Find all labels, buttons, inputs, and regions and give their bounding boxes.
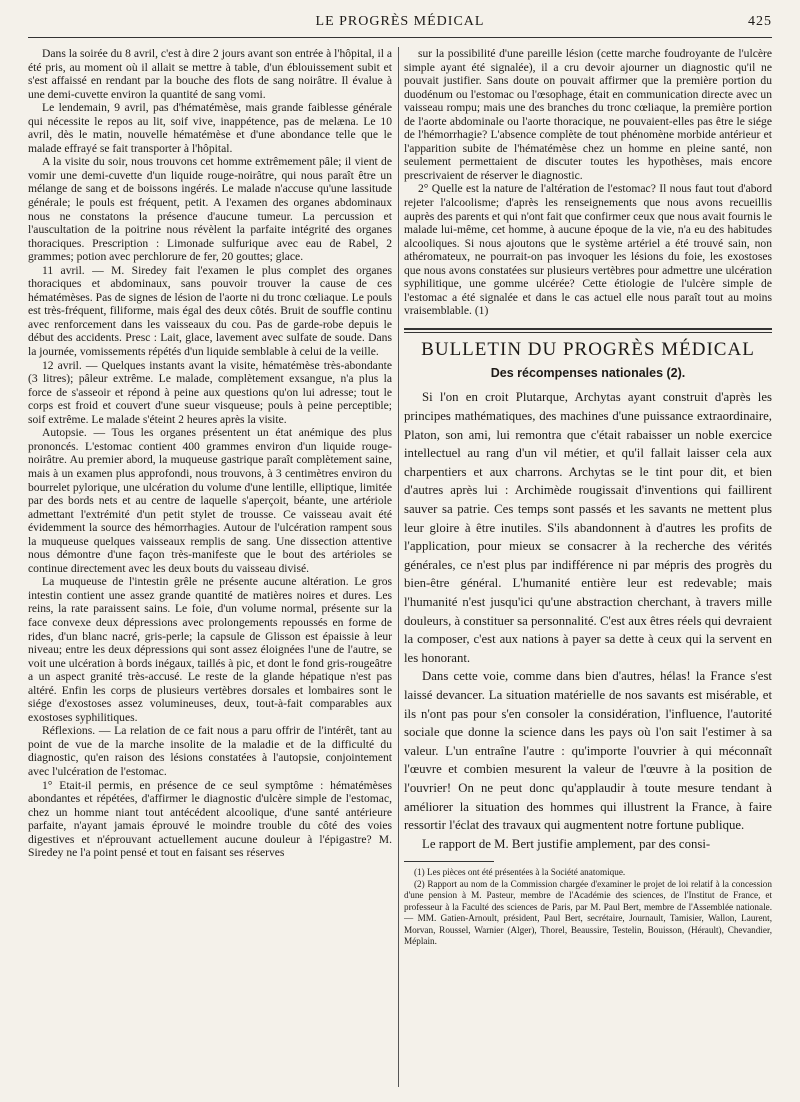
column-divider <box>398 47 399 1087</box>
header-rule <box>28 37 772 38</box>
paragraph: 2° Quelle est la nature de l'altération de l'estomac? Il nous faut tout d'abord rejeter l'alcoolisme; d'après les renseignements que nous avons recueillis auprès des parents et qui n'ont fait que confirmer ceux que nous avait fournis le malade lui-même, cet homme, à aucune époque de la vie, n'a eu des habitudes alcooliques. Si nous ajoutons que le système artériel a été trouvé sain, non athéromateux, ne pourrait-on pas invoquer les lésions du foie, les exostoses que nous avons constatées sur plusieurs vertèbres pour admettre une ulcération syphilitique, une gomme ulcérée? Cette étiologie de l'ulcère simple de l'estomac a été signalée et dans le cas actuel elle nous paraît tout au moins vraisemblable. (1) <box>404 182 772 318</box>
journal-title: LE PROGRÈS MÉDICAL <box>315 14 485 29</box>
paragraph: Si l'on en croit Plutarque, Archytas ayant construit d'après les principes mathématiques, des machines d'une puissance extraordinaire, Platon, son ami, lui remontra que c'était rabaisser un noble exercice intellectuel au rang d'un vil métier, et qu'il fallait laisser cela aux charpentiers et aux charrons. Archytas se le tint pour dit, et bien d'autres après lui : Archimède rougissait d'inventions qui faillirent sauver sa patrie. Ces temps sont passés et les savants ne mettent plus leur gloire à être inutiles. S'ils abandonnent à d'autres les profits de l'application, pour mieux se consacrer à la recherche des vérités générales, ce n'est plus par indifférence ni par mépris des progrès du bien-être général. L'humanité entière leur est redevable; mais l'humanité n'est jusqu'ici qu'une abstraction cherchant, à travers mille douleurs, à constituer sa personnalité. C'est aux êtres réels qui devraient la composer, c'est aux nations à payer sa dette à ceux qui la servent en les honorant. <box>404 390 772 665</box>
footnote: (2) Rapport au nom de la Commission chargée d'examiner le projet de loi relatif à la concession d'une pension à M. Pasteur, membre de l'Académie des sciences, de l'Institut de France, et professeur à la Faculté des sciences de Paris, par M. Paul Bert, membre de l'Assemblée nationale. — MM. Gatien-Arnoult, président, Paul Bert, secrétaire, Journault, Tamisier, Wallon, Laurent, Morvan, Roussel, Warnier (Alger), Thorel, Beaussire, Testelin, Bouisson, (Hérault), Chevandier, Méplain. <box>404 878 772 947</box>
bulletin-rule-thick <box>404 328 772 330</box>
paragraph: A la visite du soir, nous trouvons cet homme extrêmement pâle; il vient de vomir une demi-cuvette d'un liquide rouge-noirâtre, qui nous paraît être un mélange de sang et de boissons ingérés. Le malade n'accuse qu'une lassitude générale; le pouls est fréquent, petit. A l'examen des organes abdominaux nous ne constatons la présence d'aucune tumeur. La percussion et l'auscultation de la poitrine nous révèlent la parfaite intégrité des organes thoraciques. Prescription : Limonade sulfurique avec eau de Rabel, 2 grammes; potion avec perchlorure de fer, 20 gouttes; glace. <box>28 155 392 264</box>
bulletin-body <box>404 388 772 853</box>
footnotes <box>404 867 772 948</box>
paragraph: 1° Etait-il permis, en présence de ce seul symptôme : hématémèses abondantes et répétées, d'affirmer le diagnostic d'ulcère simple de l'estomac, chez un homme niant tout antécédent alcoolique, d'une santé antérieure parfaite, n'ayant jamais éprouvé le moindre trouble du côté des voies digestives et n'éprouvant actuellement aucune douleur à l'épigastre? M. Siredey ne l'a point pensé et tout en faisant ses réserves <box>28 778 392 860</box>
paragraph: La muqueuse de l'intestin grêle ne présente aucune altération. Le gros intestin contient une assez grande quantité de matières noires et dures. Les reins, la rate paraissent sains. Le foie, d'un volume normal, présente sur la face convexe deux dépressions avec prolongements repoussés en forme de rides, d'un blanc nacré, gris-perle; la capsule de Glisson est épaissie à leur niveau; entre les deux dépressions qui sont assez éloignées l'une de l'autre, se voit une ulcération à bords inégaux, taillés à pic, et dont le fond gris-rougeâtre a un aspect granité très-accusé. Le reste de la glande hépatique n'est pas altéré. Enfin les corps de plusieurs vertèbres dorsales et lombaires sont le siége d'exostoses assez volumineuses, deux, tout-à-fait comparables aux exostoses syphilitiques. <box>28 575 392 724</box>
paragraph: Dans cette voie, comme dans bien d'autres, hélas! la France s'est laissé devancer. La situation matérielle de nos savants est misérable, et ils n'ont pas pour s'en consoler la considération, l'influence, l'autorité sociale que donne la science dans les pays où l'on sait l'estimer à sa valeur. L'un entraîne l'autre : qu'importe l'ouvrier à qui méconnaît l'œuvre et combien mesurent la valeur de l'œuvre à la position de l'ouvrier! On ne peut donc qu'applaudir à toute mesure tendant à améliorer la situation des hommes qui illustrent la France, à faire ressortir l'éclat des travaux qui augmentent notre fortune publique. <box>404 669 772 833</box>
paragraph: Dans la soirée du 8 avril, c'est à dire 2 jours avant son entrée à l'hôpital, il a été pris, au moment où il allait se mettre à table, d'un éblouissement subit et s'est affaissé en rendant par la bouche des flots de sang noirâtre. Il évalue à une demi-cuvette environ la quantité de sang vomi. <box>28 47 392 101</box>
paragraph: 11 avril. — M. Siredey fait l'examen le plus complet des organes thoraciques et abdominaux, sans pouvoir trouver la cause de ces hématémèses. Pas de signes de lésion de l'aorte ni du tronc cœliaque. Le pouls est très-fréquent, filiforme, mais égal des deux côtés. Bruit de souffle continu avec renforcement dans les vaisseaux du cou. Pas de garde-robe depuis le début des accidents. Presc : Lait, glace, lavement avec sulfate de soude. Dans la journée, vomissements répétés d'un liquide semblable à celui de la veille. <box>28 263 392 359</box>
right-column <box>404 47 772 1087</box>
bulletin-rule-thin <box>404 332 772 333</box>
paragraph: Réflexions. — La relation de ce fait nous a paru offrir de l'intérêt, tant au point de vue de la marche insolite de la maladie et de la difficulté du diagnostic, qu'en raison des lésions constatées à l'autopsie, conjointement avec l'ulcération de l'estomac. <box>28 724 392 778</box>
paragraph: sur la possibilité d'une pareille lésion (cette marche foudroyante de l'ulcère simple ayant été signalée), il a cru devoir ajourner un diagnostic qu'il ne pouvait justifier. Sans doute on pouvait affirmer que la première portion du duodénum ou l'estomac ou l'œsophage, était en communication directe avec un vaisseau rompu; mais une des branches du tronc cœliaque, la première portion de l'aorte abdominale ou l'aorte thoracique, ne pouvaient-elles pas être le siége de l'hémorrhagie? L'absence complète de tout phénomène morbide antérieur et l'apparition subite de l'hématémèse chez un homme en pleine santé, non seulement permettaient de discuter toutes les hypothèses, mais encore prescrivaient de réserver le diagnostic. <box>404 47 772 182</box>
page-number: 425 <box>748 14 772 29</box>
footnote-rule <box>404 861 494 862</box>
bulletin-subtitle: Des récompenses nationales (2). <box>490 365 686 380</box>
paragraph: Le rapport de M. Bert justifie amplement, par des consi- <box>422 836 711 851</box>
bulletin-title: BULLETIN DU PROGRÈS MÉDICAL <box>421 338 755 360</box>
paragraph: Autopsie. — Tous les organes présentent un état anémique des plus prononcés. L'estomac contient 400 grammes environ d'un liquide rouge-noirâtre. Au premier abord, la muqueuse gastrique paraît complètement saine, mais à un examen plus approfondi, nous trouvons, à 3 centimètres environ du bourrelet pylorique, une ulcération du volume d'une lentille, elliptique, limitée par des bords nets et au centre de laquelle s'aperçoit, béante, une artériole admettant l'extrémité d'un petit stylet de trousse. Ce vaisseau avait été évidemment la source des hémorrhagies. Autour de l'ulcération rampent sous la muqueuse quelques vaisseaux remplis de sang. Une dissection attentive nous démontre d'une façon très-manifeste que le bout des artérioles se continue directement avec les deux bouts du vaisseau divisé. <box>28 426 392 575</box>
left-column <box>28 47 392 1087</box>
paragraph: 12 avril. — Quelques instants avant la visite, hématémèse très-abondante (3 litres); pâleur extrême. Le malade, complètement exsangue, n'a plus la force de s'asseoir et répond à peine aux questions qu'on lui adresse; tout le corps est froid et couvert d'une sueur visqueuse; pouls à peine perceptible; soif extrême. Le malade s'éteint 2 heures après la visite. <box>28 358 392 426</box>
paragraph: Le lendemain, 9 avril, pas d'hématémèse, mais grande faiblesse générale qui nécessite le repos au lit, soif vive, inappétence, pas de melæna. Le 10 avril, dès le matin, nouvelle hématémèse et d'une abondance telle que le malade effrayé se fait transporter à l'hôpital. <box>28 101 392 155</box>
page-header <box>28 14 772 36</box>
footnote: (1) Les pièces ont été présentées à la Société anatomique. <box>414 867 626 878</box>
